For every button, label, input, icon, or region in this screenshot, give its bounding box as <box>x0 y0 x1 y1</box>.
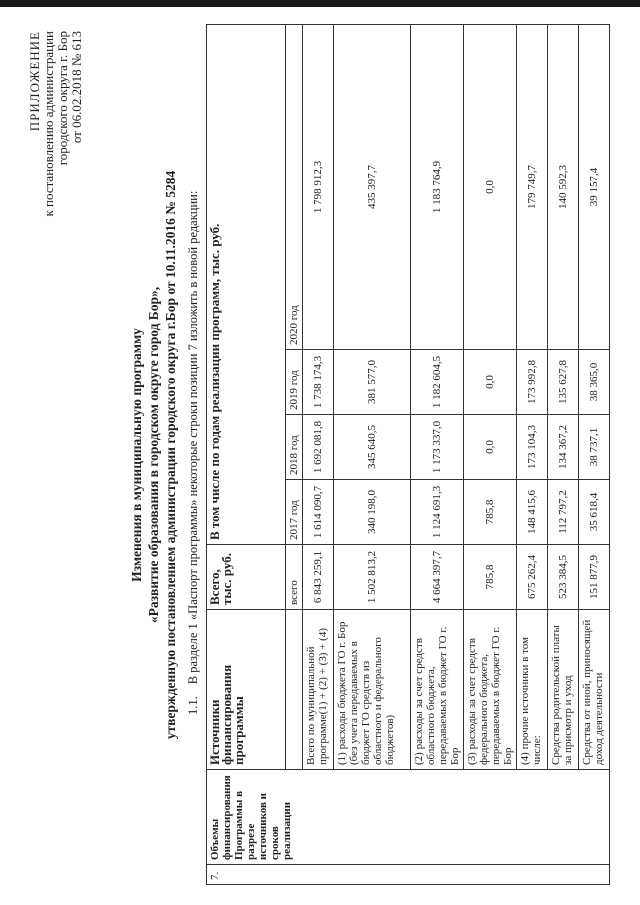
value-2019: 1 738 174,3 <box>303 350 334 415</box>
table-row <box>548 25 579 885</box>
value-2017: 785,8 <box>464 480 517 545</box>
source-total: 675 262,4 <box>517 545 548 610</box>
table-row <box>334 25 411 885</box>
value-2019: 1 182 604,5 <box>411 350 464 415</box>
value-2017: 35 618,4 <box>579 480 610 545</box>
source-total: 151 877,9 <box>579 545 610 610</box>
value-2018: 1 173 337,0 <box>411 415 464 480</box>
value-2018: 1 692 081,8 <box>303 415 334 480</box>
value-2017: 1 614 090,7 <box>303 480 334 545</box>
document-heading <box>128 25 179 885</box>
financing-table <box>206 24 610 885</box>
value-2019: 173 992,8 <box>517 350 548 415</box>
value-2017: 112 797,2 <box>548 480 579 545</box>
value-2020: 1 798 912,3 <box>303 25 334 350</box>
heading-line-3: утвержденную постановлением администрации городского округа г.Бор от 10.11.2016 № 5284 <box>163 170 178 740</box>
source-label: (2) расходы за счет средств областного бюджета, передаваемых в бюджет ГО г. Бор <box>411 610 464 770</box>
heading-line-1: Изменения в муниципальную программу <box>129 328 144 582</box>
source-label: (4) прочие источники в том числе: <box>517 610 548 770</box>
source-label: Всего по муниципальной программе(1) + (2) + (3) + (4) <box>303 610 334 770</box>
table-row <box>303 25 334 885</box>
appendix-line-1: к постановлению администрации <box>41 31 56 217</box>
appendix-block <box>28 31 84 331</box>
table-row <box>517 25 548 885</box>
value-2017: 148 415,6 <box>517 480 548 545</box>
table-row <box>411 25 464 885</box>
source-label: Средства от иной, приносящей доход деятельности <box>579 610 610 770</box>
intro-number: 1.1. <box>186 696 200 715</box>
year-2019: 2019 год <box>286 350 303 415</box>
total-label: всего <box>286 545 303 610</box>
appendix-line-2: городского округа г. Бор <box>55 31 70 166</box>
source-label: (3) расходы за счет средств федерального бюджета, передаваемых в бюджет ГО г. Бор <box>464 610 517 770</box>
row-number: 7. <box>207 865 610 885</box>
table-row <box>464 25 517 885</box>
value-2020: 179 749,7 <box>517 25 548 350</box>
value-2020: 0,0 <box>464 25 517 350</box>
value-2019: 135 627,8 <box>548 350 579 415</box>
year-2017: 2017 год <box>286 480 303 545</box>
year-2018: 2018 год <box>286 415 303 480</box>
source-total: 1 502 813,2 <box>334 545 411 610</box>
source-label: (1) расходы бюджета ГО г. Бор (без учета передаваемых в бюджет ГО средств из областного и федерального бюджетов) <box>334 610 411 770</box>
source-total: 523 384,5 <box>548 545 579 610</box>
value-2018: 134 367,2 <box>548 415 579 480</box>
value-2019: 38 365,0 <box>579 350 610 415</box>
value-2018: 173 104,3 <box>517 415 548 480</box>
value-2018: 345 640,5 <box>334 415 411 480</box>
table-header-row <box>207 25 286 885</box>
intro-paragraph <box>186 191 201 715</box>
value-2019: 0,0 <box>464 350 517 415</box>
year-2020: 2020 год <box>286 25 303 350</box>
value-2017: 1 124 691,3 <box>411 480 464 545</box>
heading-line-2: «Развитие образования в городском округе город Бор», <box>146 286 161 624</box>
col-header-years: В том числе по годам реализации программ, тыс. руб. <box>207 25 286 545</box>
rotated-page <box>20 25 620 885</box>
value-2017: 340 198,0 <box>334 480 411 545</box>
row-title: Объемы финансирования Программы в разрезе источников и сроков реализации <box>207 770 610 865</box>
source-label: Средства родительской платы за присмотр и уход <box>548 610 579 770</box>
value-2020: 39 157,4 <box>579 25 610 350</box>
col-header-sources: Источники финансирования программы <box>207 610 286 770</box>
scan-border-line <box>0 0 640 7</box>
value-2020: 1 183 764,9 <box>411 25 464 350</box>
table-years-row <box>286 25 303 885</box>
value-2019: 381 577,0 <box>334 350 411 415</box>
value-2018: 38 737,1 <box>579 415 610 480</box>
value-2020: 435 397,7 <box>334 25 411 350</box>
value-2020: 140 592,3 <box>548 25 579 350</box>
source-total: 785,8 <box>464 545 517 610</box>
appendix-title: ПРИЛОЖЕНИЕ <box>27 31 42 132</box>
source-total: 4 664 397,7 <box>411 545 464 610</box>
col-header-total: Всего, тыс. руб. <box>207 545 286 610</box>
table-row <box>579 25 610 885</box>
value-2018: 0,0 <box>464 415 517 480</box>
appendix-line-3: от 06.02.2018 № 613 <box>69 31 84 144</box>
intro-text: В разделе 1 «Паспорт программы» некоторые строки позиции 7 изложить в новой редакции: <box>186 190 200 685</box>
source-total: 6 843 259,1 <box>303 545 334 610</box>
